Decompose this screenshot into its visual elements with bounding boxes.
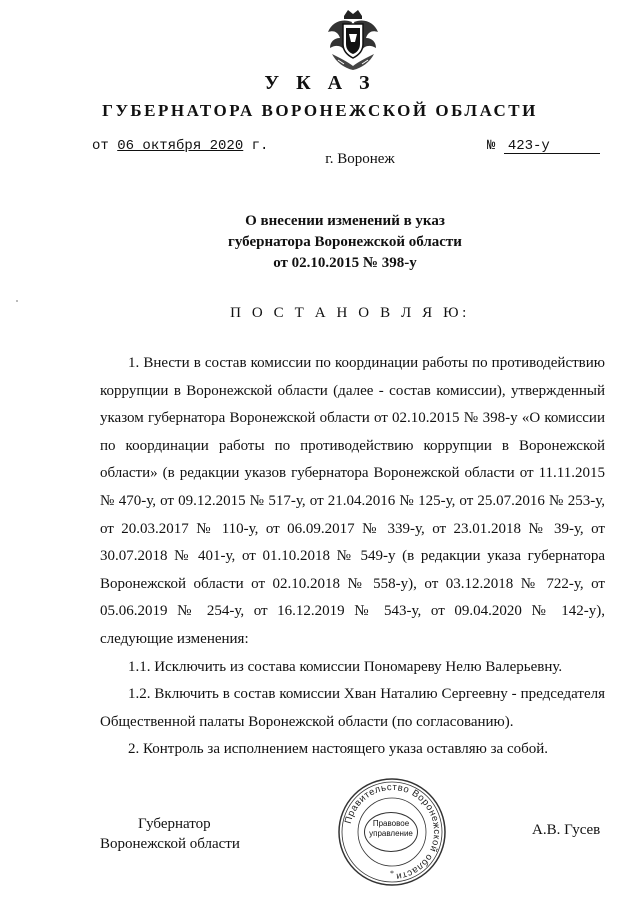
stamp-center	[364, 812, 418, 852]
stamp-center-line-1: Правовое	[372, 819, 410, 828]
date-value: 06 октября 2020	[117, 138, 244, 154]
scan-mark	[16, 300, 18, 302]
number-value: 423-у	[504, 139, 600, 154]
city: г. Воронеж	[325, 151, 395, 167]
signatory-position	[100, 814, 240, 854]
position-line-2: Воронежской области	[100, 836, 240, 852]
subject-line-2: губернатора Воронежской области	[228, 234, 462, 250]
paragraph-1-1: 1.1. Исключить из состава комиссии Пономареву Нелю Валерьевну.	[128, 658, 563, 675]
number-prefix: №	[487, 138, 496, 154]
official-stamp	[336, 776, 448, 888]
decree-body	[100, 350, 605, 764]
position-line-1: Губернатор	[138, 816, 211, 832]
coat-of-arms-emblem	[318, 8, 388, 74]
paragraph-2: 2. Контроль за исполнением настоящего указа оставляю за собой.	[128, 741, 549, 758]
paragraph-1-2: 1.2. Включить в состав комиссии Хван Наталию Сергеевну - председателя Общественной палаты Воронежской области (по согласованию).	[100, 686, 605, 730]
stamp-ring-text: Правительство Воронежской области	[342, 781, 443, 882]
document-authority: ГУБЕРНАТОРА ВОРОНЕЖСКОЙ ОБЛАСТИ	[102, 101, 538, 120]
stamp-center-line-2: управление	[369, 829, 413, 838]
subject-line-1: О внесении изменений в указ	[245, 213, 445, 229]
date-suffix: г.	[251, 138, 269, 154]
paragraph-1: 1. Внести в состав комиссии по координации работы по противодействию коррупции в Воронежской области (далее - состав комиссии), утвержденный указом губернатора Воронежской области от 02.10.2015 № 398-у «О комиссии по координации работы по противодействию коррупции в Воронежской области» (в редакции указов губернатора Воронежской области от 11.11.2015 № 470-у, от 09.12.2015 № 517-у, от 21.04.2016 № 125-у, от 25.07.2016 № 253-у, от 20.03.2017 № 110-у, от 06.09.2017 № 339-у, от 23.01.2018 № 39-у, от 30.07.2018 № 401-у, от 01.10.2018 № 549-у (в редакции указа губернатора Воронежской области от 02.10.2018 № 558-у), от 03.12.2018 № 722-у, от 05.06.2019 № 254-у, от 16.12.2019 № 543-у, от 09.04.2020 № 142-у), следующие изменения:	[100, 355, 605, 647]
date-prefix: от	[92, 138, 109, 154]
subject-line-3: от 02.10.2015 № 398-у	[273, 255, 417, 271]
svg-text:*: *	[390, 869, 394, 878]
signatory-name: А.В. Гусев	[532, 822, 601, 838]
decree-word: П О С Т А Н О В Л Я Ю:	[230, 305, 470, 321]
document-title: У К А З	[264, 72, 376, 94]
decree-subject	[0, 211, 640, 274]
